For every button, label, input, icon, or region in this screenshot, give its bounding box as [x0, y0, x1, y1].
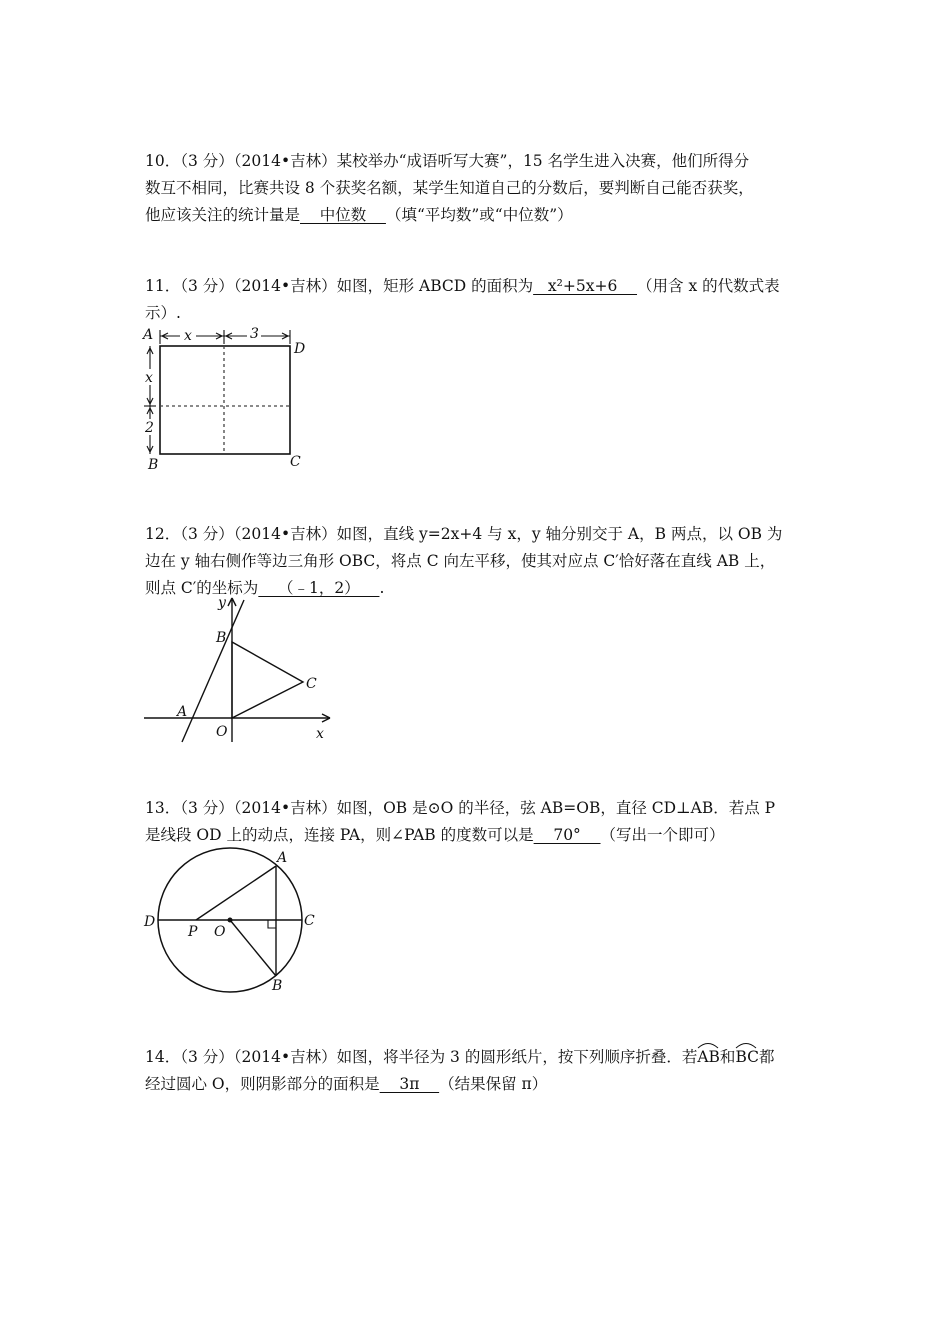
q12-coordinate-figure [140, 592, 340, 747]
q11-hint: （用含 x 的代数式表 [637, 277, 780, 295]
q10-answer: 中位数 [300, 206, 386, 224]
q10-text: 他应该关注的统计量是 [145, 206, 301, 224]
label-A: A [177, 704, 188, 720]
q11-answer: x²+5x+6 [533, 277, 638, 295]
label-A: A [143, 327, 154, 343]
label-x: x [316, 726, 324, 742]
label-B: B [216, 630, 227, 646]
q10-line3 [145, 202, 815, 229]
q12-line1: 12．（3 分）（2014•吉林）如图，直线 y=2x+4 与 x，y 轴分别交于 A，B 两点，以 OB 为 [145, 525, 783, 543]
label-y: y [218, 595, 226, 611]
q11-rectangle-figure [140, 322, 320, 477]
label-C: C [304, 913, 315, 929]
label-A: A [277, 850, 288, 866]
label-B: B [272, 978, 283, 994]
label-two: 2 [145, 420, 154, 436]
label-x-top: x [184, 328, 192, 344]
q14-text: 14．（3 分）（2014•吉林）如图，将半径为 3 的圆形纸片，按下列顺序折叠．若 [145, 1048, 698, 1066]
q11-line1 [145, 273, 815, 300]
label-C: C [290, 454, 301, 470]
center-dot [228, 918, 233, 923]
q10-line1: 10．（3 分）（2014•吉林）某校举办“成语听写大赛”，15 名学生进入决赛，他们所得分 [145, 152, 750, 170]
segment-pa [196, 866, 276, 920]
label-O: O [214, 924, 226, 940]
q14-text2: 经过圆心 O，则阴影部分的面积是 [145, 1075, 380, 1093]
q14-answer: 3π [379, 1075, 440, 1093]
arc-bc [735, 1044, 759, 1071]
triangle-obc [232, 642, 303, 718]
question-12 [145, 521, 815, 602]
right-angle-mark [268, 920, 276, 928]
q14-line1 [145, 1044, 815, 1071]
q12-line2: 边在 y 轴右侧作等边三角形 OBC，将点 C 向左平移，使其对应点 C′恰好落在直线 AB 上， [145, 552, 776, 570]
arc-ab-label: AB [697, 1048, 720, 1066]
q11-line2: 示）. [145, 304, 181, 322]
q12-answer: （﹣1，2） [258, 579, 380, 597]
q13-line1: 13．（3 分）（2014•吉林）如图，OB 是⊙O 的半径，弦 AB=OB，直径 CD⊥AB．若点 P [145, 799, 776, 817]
q14-tail: 都 [758, 1048, 775, 1066]
q12-end: . [379, 579, 385, 597]
q13-answer: 70° [533, 826, 601, 844]
label-O: O [216, 724, 228, 740]
question-11 [145, 273, 815, 327]
arc-ab-icon [697, 1041, 719, 1049]
label-C: C [306, 676, 317, 692]
arc-bc-label: BC [735, 1048, 759, 1066]
question-14 [145, 1044, 815, 1098]
q12-text: 则点 C′的坐标为 [145, 579, 259, 597]
q11-text: 11．（3 分）（2014•吉林）如图，矩形 ABCD 的面积为 [145, 277, 534, 295]
q10-line2: 数互不相同，比赛共设 8 个获奖名额，某学生知道自己的分数后，要判断自己能否获奖， [145, 179, 754, 197]
label-x-left: x [145, 370, 153, 386]
q14-and: 和 [719, 1048, 736, 1066]
q10-hint: （填“平均数”或“中位数”） [385, 206, 573, 224]
q14-line2 [145, 1071, 815, 1098]
q13-hint: （写出一个即可） [600, 826, 725, 844]
label-D: D [144, 914, 156, 930]
line-ab [182, 600, 244, 742]
q13-text: 是线段 OD 上的动点，连接 PA，则∠PAB 的度数可以是 [145, 826, 534, 844]
q14-hint: （结果保留 π） [439, 1075, 548, 1093]
q13-circle-figure [140, 842, 330, 1002]
question-10 [145, 148, 815, 229]
question-13 [145, 795, 815, 849]
label-three: 3 [250, 326, 259, 342]
label-D: D [294, 341, 306, 357]
label-P: P [188, 924, 198, 940]
rectangle-abcd [160, 346, 290, 454]
label-B: B [148, 457, 159, 473]
arc-ab [697, 1044, 720, 1071]
arc-bc-icon [735, 1041, 757, 1049]
